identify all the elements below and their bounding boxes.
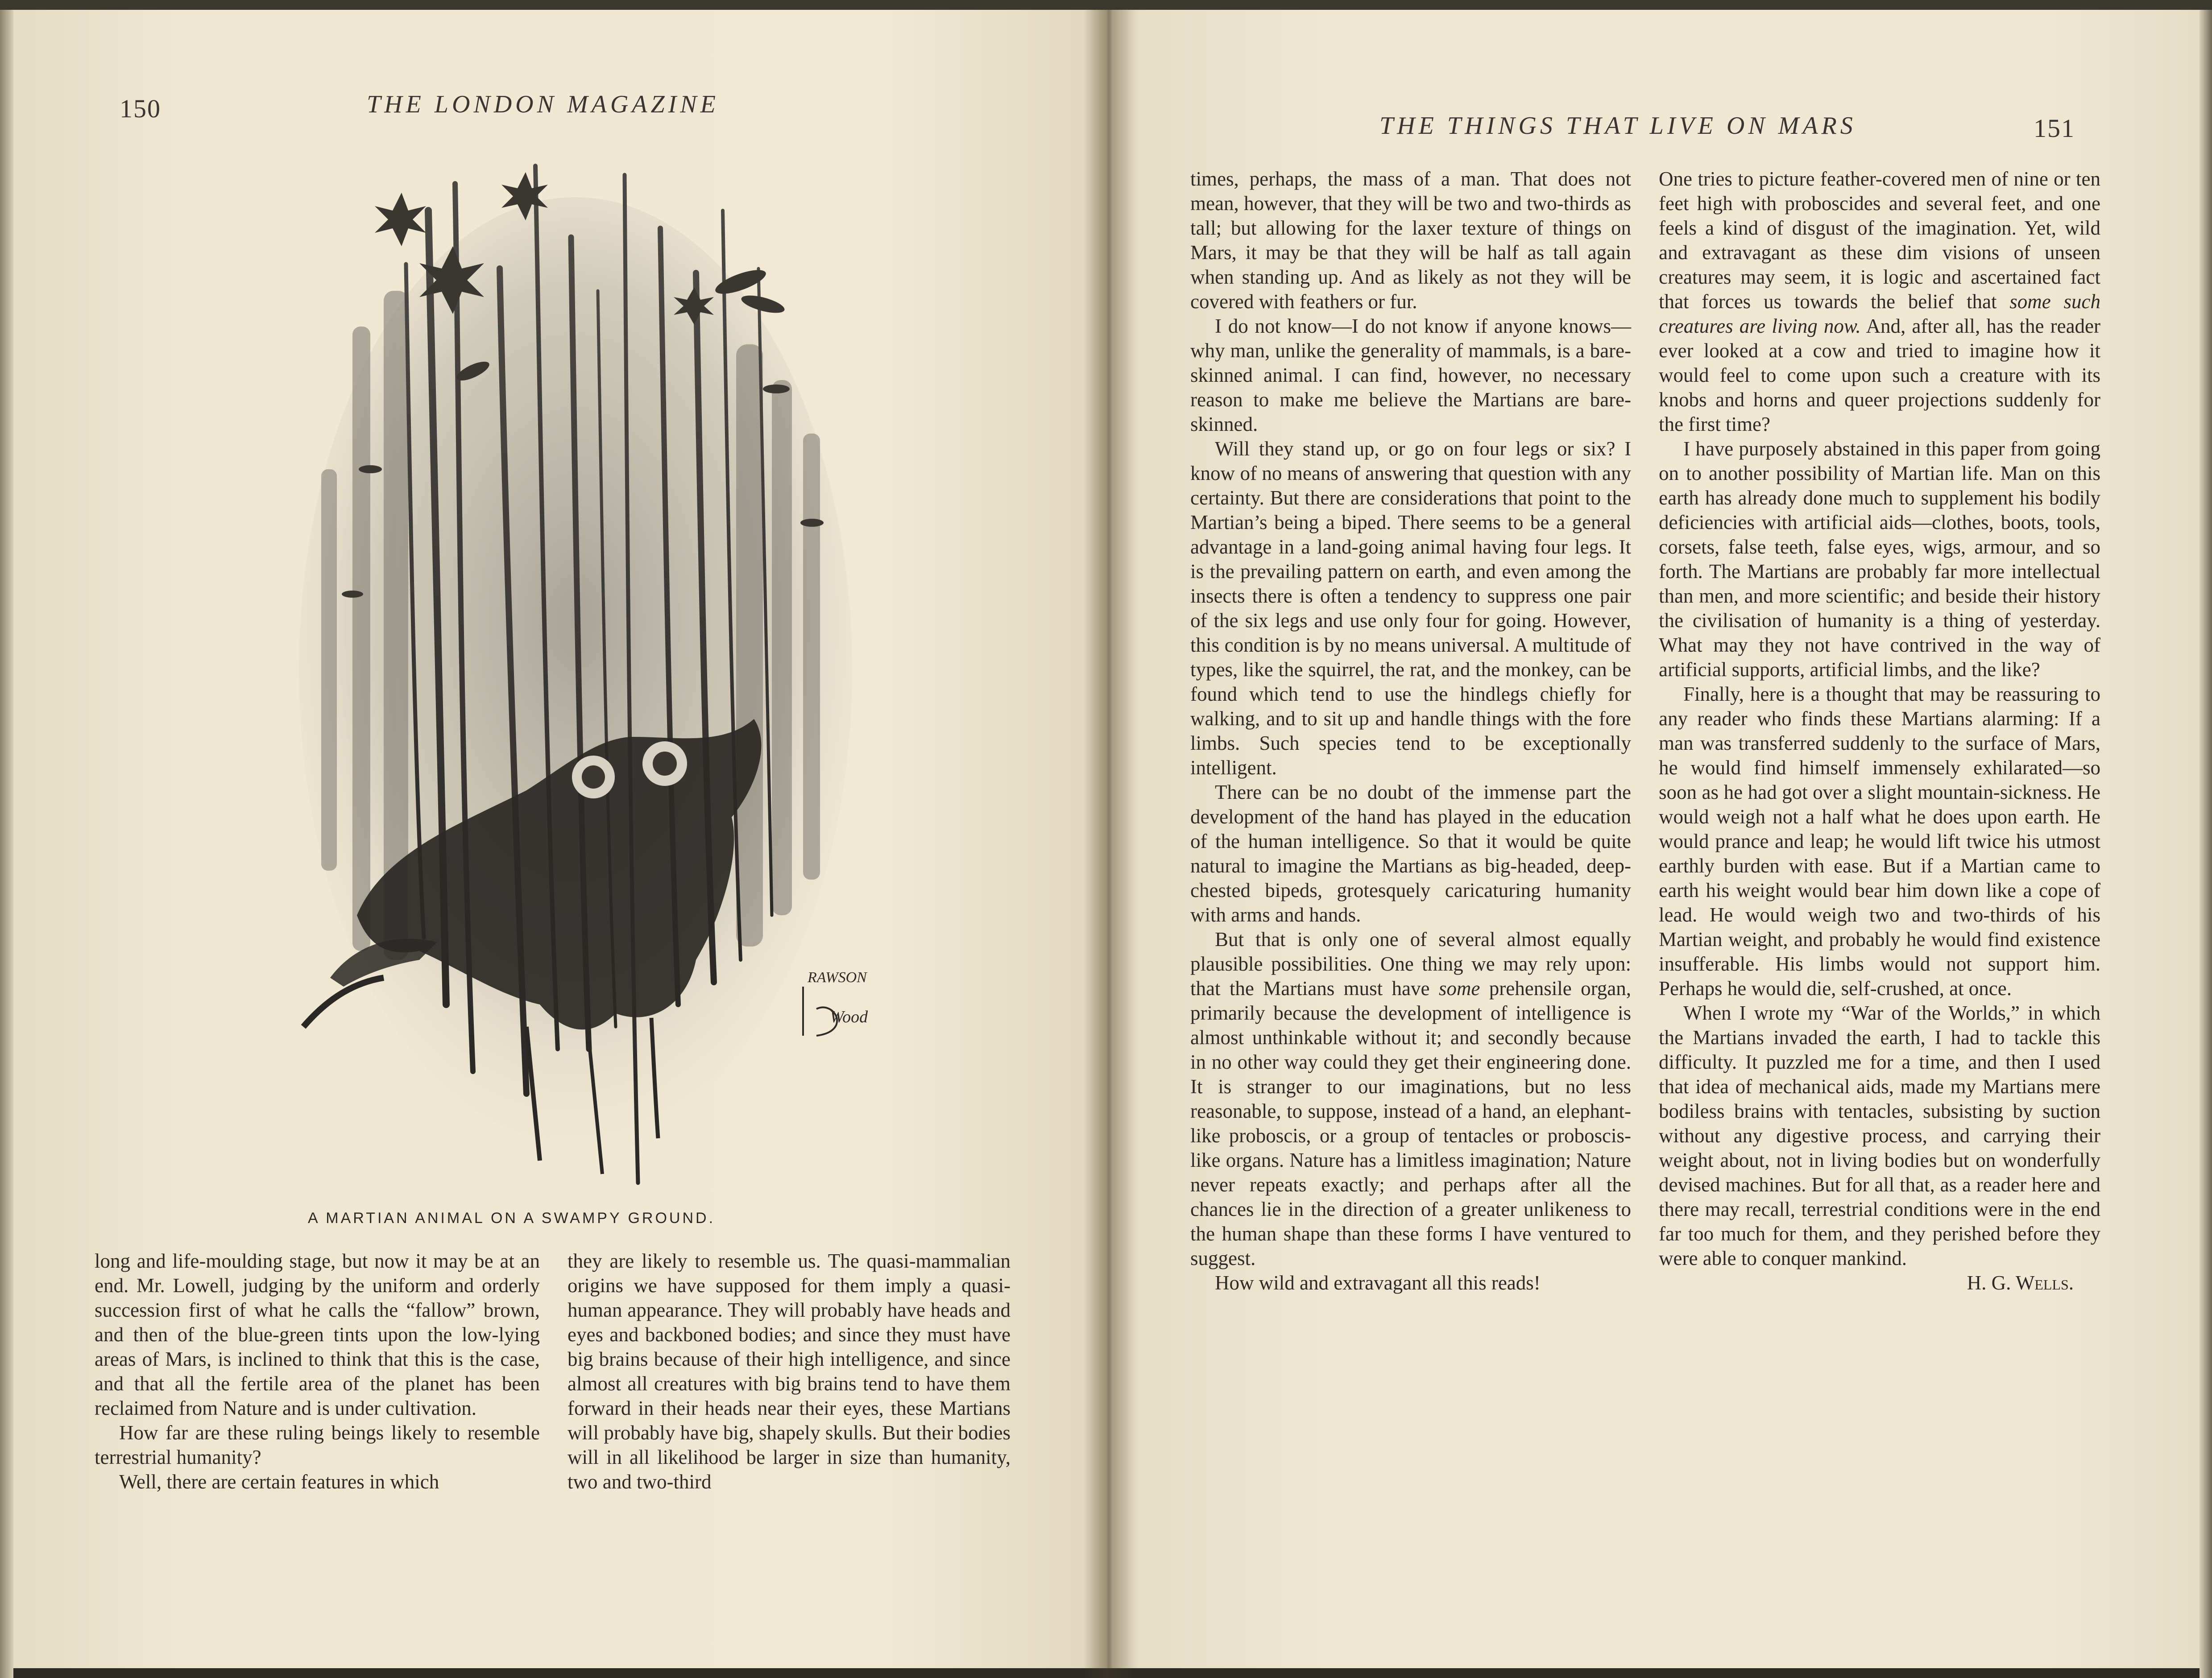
paragraph: long and life-moulding stage, but now it may be at an end. Mr. Lowell, judging by the uniform and orderly succession first of what he calls the “fallow” brown, and then of the blue-green tints upon the low-lying areas of Mars, is inclined to think that this is the case, and that all the fertile area of the planet has been reclaimed from Nature and is under cultivation. [95, 1250, 540, 1419]
text-run: One tries to picture feather-covered men of nine or ten feet high with proboscides and several feet, and one feels a kind of disgust of the imagination. Yet, wild and extravagant as these dim visions of unseen creatures may seem, it is logic and ascertained fact that forces us towards the belief that [1659, 168, 2100, 313]
paragraph [1659, 167, 2100, 437]
author-signature: H. G. Wells. [1967, 1272, 2074, 1294]
left-page-column-2 [567, 1249, 1011, 1494]
paragraph: they are likely to resemble us. The quasi-mammalian origins we have supposed for them imply a quasi-human appearance. They will probably have heads and eyes and backboned bodies; and since they must have big brains because of their high intelligence, and since almost all creatures with big brains tend to have them forward in their heads near their eyes, these Martians will probably have big, shapely skulls. But their bodies will in all likelihood be larger in size than humanity, two and two-third [567, 1250, 1011, 1493]
left-page-edge [0, 10, 13, 1678]
artist-signature [799, 955, 924, 1054]
left-running-head: THE LONDON MAGAZINE [367, 91, 719, 118]
paragraph [1190, 927, 1631, 1271]
right-page-number: 151 [2034, 114, 2075, 143]
right-page-column-2 [1659, 167, 2100, 1295]
left-page-column-1 [95, 1249, 540, 1494]
left-page-number: 150 [120, 94, 161, 123]
paragraph: times, perhaps, the mass of a man. That does not mean, however, that they will be two and two-thirds as tall; but allowing for the laxer texture of things on Mars, it may be that they will be half as tall again when standing up. And as likely as not they will be covered with feathers or fur. [1190, 168, 1631, 313]
text-run: prehensile organ, primarily because the development of intelligence is almost unthinkable without it; and secondly because in no other way could they get their engineering done. It is stranger to our imaginations, but no less reasonable, to suppose, instead of a hand, an elephant-like proboscis, or a group of tentacles or proboscis-like organs. Nature has a limitless imagination; Nature never repeats exactly; and perhaps after all the chances lie in the direction of a greater unlikeness to the human shape than these forms I have ventured to suggest. [1190, 977, 1631, 1269]
right-page-edge [2200, 10, 2212, 1678]
paragraph: How far are these ruling beings likely to resemble terrestrial humanity? [95, 1422, 540, 1468]
book-gutter [1084, 10, 1133, 1678]
paragraph: Well, there are certain features in which [119, 1471, 439, 1493]
text-run: But that is only one of several almost equally plausible possibilities. One thing we may rely upon: that the Martians must have [1190, 928, 1631, 1000]
right-page-column-1 [1190, 167, 1631, 1295]
paragraph: I do not know—I do not know if anyone knows—why man, unlike the generality of mammals, is a bare-skinned animal. I can find, however, no necessary reason to make me believe the Martians are bare-skinned. [1190, 315, 1631, 435]
paragraph: How wild and extravagant all this reads! [1215, 1272, 1541, 1294]
paragraph: Will they stand up, or go on four legs or six? I know of no means of answering that question with any certainty. But there are considerations that point to the Martian’s being a biped. There seems to be a general advantage in a land-going animal having four legs. It is the prevailing pattern on earth, and even among the insects there is often a tendency to suppress one pair of the six legs and use only four for going. However, this condition is by no means universal. A multitude of types, like the squirrel, the rat, and the monkey, can be found which tend to use the hindlegs chiefly for walking, and to sit up and handle things with the fore limbs. Such species tend to be exceptionally intelligent. [1190, 438, 1631, 779]
emphasis: some such creatures are living now. [1659, 290, 2100, 337]
paragraph: There can be no doubt of the immense part the development of the hand has played in the education of the human intelligence. So that it would be quite natural to imagine the Martians as big-headed, deep-chested bipeds, grotesquely caricaturing humanity with arms and hands. [1190, 781, 1631, 926]
paragraph: When I wrote my “War of the Worlds,” in which the Martians invaded the earth, I had to tackle this difficulty. It puzzled me for a time, and then I used that idea of mechanical aids, made my Martians mere bodiless brains with tentacles, subsisting by suction without any digestive process, and carrying their weight about, not in living bodies but on wonderfully devised machines. But for all that, as a reader here and there may recall, terrestrial conditions were in the end far too much for them, and they perished before they were able to conquer mankind. [1659, 1002, 2100, 1269]
emphasis: some [1438, 977, 1480, 1000]
svg-text:RAWSON: RAWSON [808, 969, 867, 986]
right-running-head: THE THINGS THAT LIVE ON MARS [1379, 112, 1856, 140]
svg-text:Wood: Wood [830, 1008, 868, 1026]
paragraph: I have purposely abstained in this paper from going on to another possibility of Martian life. Man on this earth has already done much to supplement his bodily deficiencies with artificial aids—clothes, boots, tools, corsets, false teeth, false eyes, wigs, armour, and so forth. The Martians are probably far more intellectual than men, and more scientific; and beside their history the civilisation of humanity is a thing of yesterday. What may they not have contrived in the way of artificial supports, artificial limbs, and the like? [1659, 438, 2100, 681]
text-run: And, after all, has the reader ever looked at a cow and tried to imagine how it would feel to come upon such a creature with its knobs and horns and queer projections suddenly for the first time? [1659, 315, 2101, 435]
illustration-caption: A MARTIAN ANIMAL ON A SWAMPY GROUND. [308, 1210, 716, 1227]
paragraph: Finally, here is a thought that may be reassuring to any reader who finds these Martians alarming: If a man was transferred suddenly to the surface of Mars, he would find himself immensely exhilarated—so soon as he had got over a slight mountain-sickness. He would weigh not a half what he does upon earth. He would prance and leap; he would lift twice his utmost earthly burden with ease. But if a Martian came to earth his weight would bear him down like a cope of lead. He would weigh two and two-thirds of his Martian weight, and probably he would find existence insufferable. His limbs would not support him. Perhaps he would die, self-crushed, at once. [1659, 683, 2100, 1000]
